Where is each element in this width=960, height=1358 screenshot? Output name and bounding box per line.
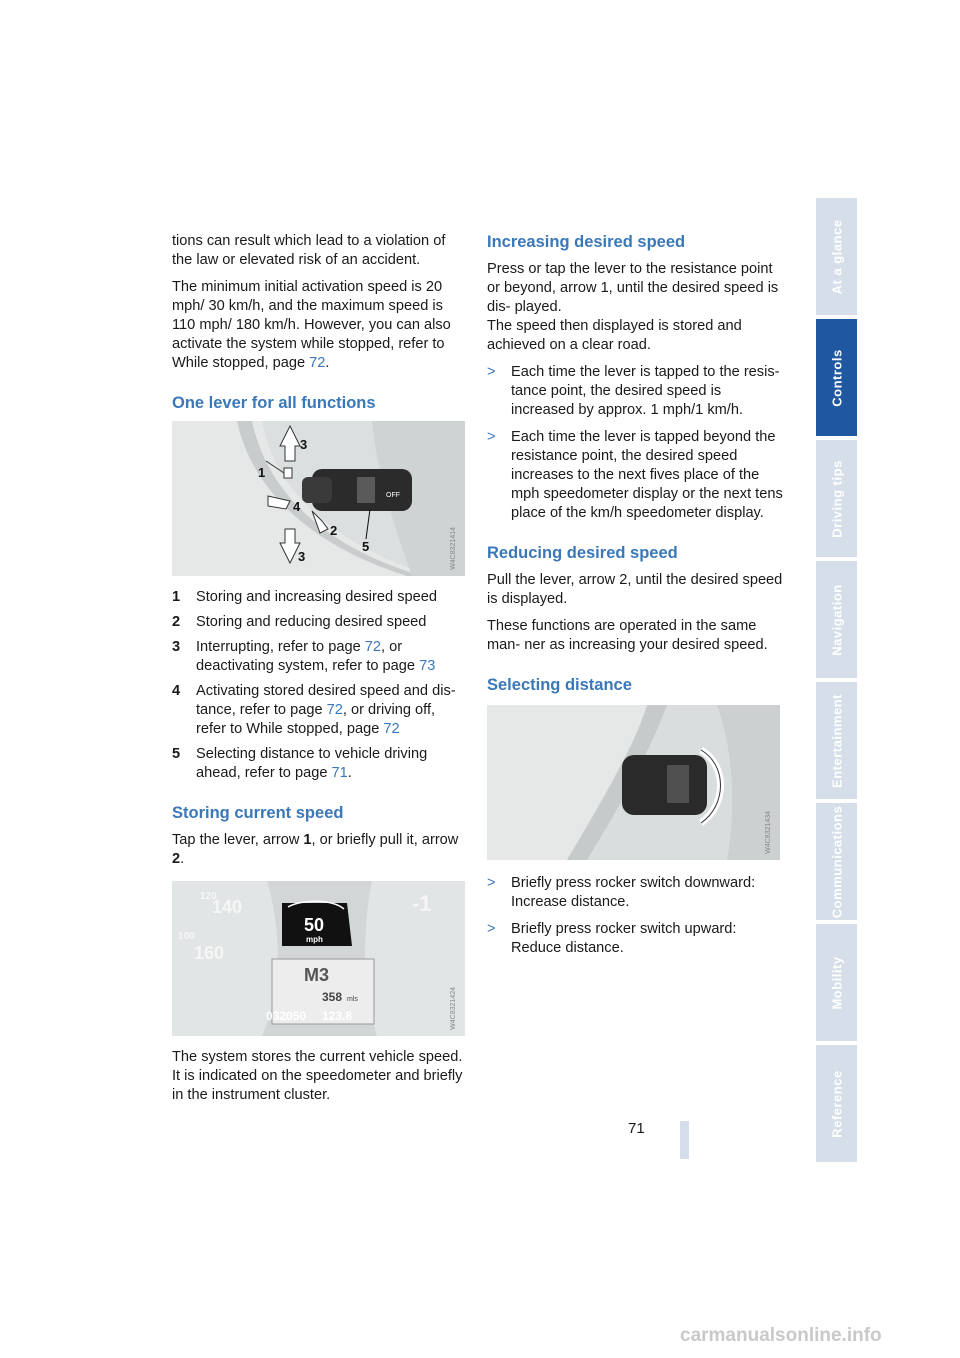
lever-figure <box>172 421 465 576</box>
tab-label: Communications <box>829 805 844 918</box>
bullet-item <box>487 874 783 912</box>
tab-reference[interactable] <box>816 1045 857 1162</box>
bullet-text: Each time the lever is tapped beyond the resistance point, the desired speed increases to the next fives place of the mph speedometer display or the next tens place of the km/h speedometer display. <box>511 429 783 521</box>
display-odometer: 032050 <box>266 1009 307 1023</box>
distance-figure <box>487 705 780 860</box>
figure-code: W4C8321414 <box>450 527 457 570</box>
bullet-item <box>487 363 783 420</box>
tab-mobility[interactable] <box>816 924 857 1041</box>
arrow-number: 1 <box>303 832 312 848</box>
page-number: 71 <box>628 1120 645 1137</box>
display-range: 358 <box>322 990 343 1004</box>
display-trip: 123.8 <box>322 1009 353 1023</box>
display-unit: mph <box>306 935 323 944</box>
text: Tap the lever, arrow <box>172 832 304 848</box>
lever-off-label: OFF <box>386 492 400 499</box>
tab-label: Controls <box>829 348 844 407</box>
legend-number: 1 <box>172 589 181 605</box>
right-column <box>487 232 783 966</box>
tab-entertainment[interactable] <box>816 682 857 799</box>
tick-160: 160 <box>194 943 225 963</box>
bullet-marker: > <box>487 429 496 445</box>
legend-number: 5 <box>172 746 181 762</box>
reducing-paragraph: Pull the lever, arrow 2, until the desired speed is displayed. <box>487 572 783 607</box>
legend-text: Storing and reducing desired speed <box>196 614 427 630</box>
intro-text: The minimum initial activation speed is 20 mph/ 30 km/h, and the maximum speed is 110 mph/ 180 km/h. However, you can also activate the system while stopped, refer to While stopped, page <box>172 279 451 371</box>
speedometer-figure <box>172 881 465 1036</box>
intro-paragraph-2 <box>172 278 468 373</box>
tab-at-a-glance[interactable] <box>816 198 857 315</box>
bullet-text: Briefly press rocker switch downward: Increase distance. <box>511 875 756 910</box>
bullet-marker: > <box>487 875 496 891</box>
fig1-label-5: 5 <box>362 539 370 554</box>
legend-text-part: , or driving off, refer to While stopped, page <box>196 702 436 737</box>
legend-number: 4 <box>172 683 181 699</box>
rocker-illustration <box>487 705 780 860</box>
reducing-paragraph-2: These functions are operated in the same man- ner as increasing your desired speed. <box>487 618 768 653</box>
heading-reducing-speed: Reducing desired speed <box>487 544 678 562</box>
tab-label: Entertainment <box>829 693 844 788</box>
fig1-label-2: 2 <box>330 523 338 538</box>
legend-item-1 <box>172 588 468 607</box>
heading-selecting-distance: Selecting distance <box>487 676 632 694</box>
heading-one-lever: One lever for all functions <box>172 394 376 412</box>
bullet-marker: > <box>487 364 496 380</box>
tab-label: Mobility <box>829 955 844 1010</box>
page-number-bar <box>680 1121 689 1159</box>
figure-code: W4C8321434 <box>765 811 772 854</box>
legend-text-part: Selecting distance to vehicle driving ahead, refer to page <box>196 746 428 781</box>
legend-number: 2 <box>172 614 181 630</box>
bullet-text: Each time the lever is tapped to the resis- tance point, the desired speed is increased by approx. 1 mph/1 km/h. <box>511 364 780 418</box>
legend-item-2 <box>172 613 468 632</box>
legend-number: 3 <box>172 639 181 655</box>
legend-text-part: Activating stored desired speed and dis- tance, refer to page <box>196 683 456 718</box>
storing-paragraph-2: The system stores the current vehicle speed. It is indicated on the speedometer and briefly in the instrument cluster. <box>172 1049 463 1103</box>
bullet-marker: > <box>487 921 496 937</box>
legend-text-part: , or deactivating system, refer to page <box>196 639 420 674</box>
legend-item-3 <box>172 638 468 676</box>
display-m3: M3 <box>304 965 330 985</box>
tick-100: 100 <box>178 931 195 942</box>
tab-driving-tips[interactable] <box>816 440 857 557</box>
page-link-72[interactable]: 72 <box>309 355 326 371</box>
fig1-label-3-top: 3 <box>300 437 308 452</box>
page-link-73[interactable]: 73 <box>419 658 436 674</box>
heading-storing-speed: Storing current speed <box>172 804 344 822</box>
tab-controls[interactable] <box>816 319 857 436</box>
legend-text <box>196 682 468 739</box>
left-column <box>172 232 468 1113</box>
bullet-text: Briefly press rocker switch upward: Reduce distance. <box>511 921 737 956</box>
legend-text <box>196 638 468 676</box>
increasing-paragraph-2: The speed then displayed is stored and achieved on a clear road. <box>487 318 742 353</box>
tab-label: Driving tips <box>829 459 844 538</box>
fig1-label-3-bottom: 3 <box>298 549 306 564</box>
heading-increasing-speed: Increasing desired speed <box>487 233 686 251</box>
tick-minus-1: -1 <box>412 891 432 916</box>
display-range-unit: mls <box>347 996 358 1003</box>
tab-label: At a glance <box>829 219 844 294</box>
page-link-72[interactable]: 72 <box>383 721 400 737</box>
tab-navigation[interactable] <box>816 561 857 678</box>
display-speed: 50 <box>304 915 325 935</box>
page-link-72[interactable]: 72 <box>326 702 343 718</box>
figure-code: W4C8321424 <box>450 987 457 1030</box>
bullet-item <box>487 920 783 958</box>
text: . <box>180 851 185 867</box>
tick-120: 120 <box>200 891 217 902</box>
increasing-bullets <box>487 363 783 523</box>
tab-label: Navigation <box>829 583 844 656</box>
fig1-label-4: 4 <box>293 499 301 514</box>
intro-text-end: . <box>325 355 330 371</box>
lever-illustration <box>172 421 465 576</box>
page-link-71[interactable]: 71 <box>331 765 348 781</box>
distance-bullets <box>487 874 783 958</box>
watermark: carmanualsonline.info <box>680 1325 882 1346</box>
storing-paragraph <box>172 831 468 869</box>
arrow-number: 2 <box>172 851 181 867</box>
page-link-72[interactable]: 72 <box>364 639 381 655</box>
legend-item-5 <box>172 745 468 783</box>
legend-text-part: Interrupting, refer to page <box>196 639 365 655</box>
legend-text: Storing and increasing desired speed <box>196 589 437 605</box>
speedometer-illustration <box>172 881 465 1036</box>
legend-text <box>196 745 468 783</box>
increasing-paragraph: Press or tap the lever to the resistance point or beyond, arrow 1, until the desired speed is dis- played. <box>487 261 779 315</box>
intro-paragraph-1: tions can result which lead to a violation of the law or elevated risk of an accident. <box>172 233 446 268</box>
legend-item-4 <box>172 682 468 739</box>
chapter-tabs <box>816 198 857 1166</box>
tab-label: Reference <box>829 1069 844 1138</box>
bullet-item <box>487 428 783 523</box>
text: , or briefly pull it, arrow <box>311 832 459 848</box>
fig1-label-1: 1 <box>258 465 266 480</box>
lever-legend <box>172 588 468 783</box>
tick-140: 140 <box>212 897 243 917</box>
legend-text-part: . <box>347 765 352 781</box>
tab-communications[interactable] <box>816 803 857 920</box>
